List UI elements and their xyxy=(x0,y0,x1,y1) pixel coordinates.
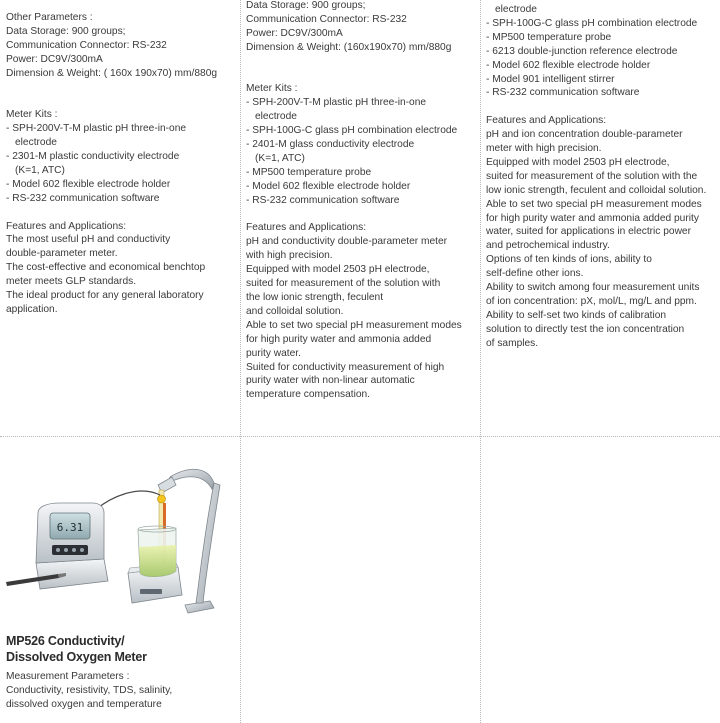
kit-item: - 2301-M plastic conductivity electrode xyxy=(6,151,180,163)
kit-item: - RS-232 communication software xyxy=(6,192,160,204)
kit-item: - SPH-200V-T-M plastic pH three-in-one xyxy=(246,97,427,109)
measurement-line: Conductivity, resistivity, TDS, salinity, xyxy=(6,684,173,696)
features-heading: Features and Applications: xyxy=(486,115,607,127)
features-heading: Features and Applications: xyxy=(246,222,367,234)
kit-item: - Model 602 flexible electrode holder xyxy=(6,178,171,190)
product-title-line: MP526 Conductivity/ xyxy=(6,634,125,648)
spec-line: Dimension & Weight: (160x190x70) mm/880g xyxy=(246,41,452,53)
feature-line: Equipped with model 2503 pH electrode, xyxy=(246,264,430,276)
kit-item: electrode xyxy=(495,4,537,15)
feature-line: suited for measurement of the solution with xyxy=(246,278,441,290)
kit-item: - 6213 double-junction reference electrode xyxy=(486,45,678,57)
kit-item: - Model 602 flexible electrode holder xyxy=(246,180,411,192)
feature-line: meter with high precision. xyxy=(486,143,602,155)
feature-line: Suited for conductivity measurement of high xyxy=(246,361,445,373)
kit-item: - SPH-100G-C glass pH combination electrode xyxy=(246,125,458,137)
column-1 xyxy=(6,11,217,317)
feature-line: of samples. xyxy=(486,337,539,349)
row-divider xyxy=(0,436,720,437)
feature-line: water, suited for applications in electric power xyxy=(486,226,691,238)
feature-line: low ionic strength, feculent and colloidal solution. xyxy=(486,184,707,196)
feature-line: for high purity water and ammonia added purity xyxy=(486,212,699,224)
feature-line: and colloidal solution. xyxy=(246,305,344,317)
spec-line: Data Storage: 900 groups; xyxy=(6,25,126,37)
other-parameters-heading: Other Parameters : xyxy=(6,12,93,23)
feature-line: The ideal product for any general laboratory xyxy=(6,290,204,302)
kit-item: - SPH-200V-T-M plastic pH three-in-one xyxy=(6,123,187,135)
kit-item: - RS-232 communication software xyxy=(246,194,400,206)
product-photo xyxy=(0,455,240,625)
kit-item: electrode xyxy=(15,137,57,149)
column-2 xyxy=(246,0,462,402)
measurement-parameters xyxy=(6,670,172,712)
spec-line: Communication Connector: RS-232 xyxy=(246,13,407,25)
feature-line: purity water. xyxy=(246,347,301,359)
spec-line: Communication Connector: RS-232 xyxy=(6,39,167,51)
feature-line: and petrochemical industry. xyxy=(486,240,610,252)
feature-line: Able to set two special pH measurement modes xyxy=(246,319,462,331)
measurement-heading: Measurement Parameters : xyxy=(6,671,130,682)
feature-line: self-define other ions. xyxy=(486,268,584,280)
feature-line: application. xyxy=(6,304,58,315)
feature-line: Ability to self-set two kinds of calibration xyxy=(486,309,667,321)
kit-item: (K=1, ATC) xyxy=(255,152,305,164)
feature-line: for high purity water and ammonia added xyxy=(246,333,432,345)
feature-line: The cost-effective and economical benchtop xyxy=(6,262,206,274)
kit-item: - MP500 temperature probe xyxy=(486,31,612,43)
feature-line: purity water with non-linear automatic xyxy=(246,375,415,387)
spec-line: Power: DC9V/300mA xyxy=(6,53,103,65)
column-3 xyxy=(486,3,706,351)
kit-item: - RS-232 communication software xyxy=(486,87,640,99)
kit-item: - 2401-M glass conductivity electrode xyxy=(246,139,415,151)
kit-item: (K=1, ATC) xyxy=(15,164,65,176)
feature-line: pH and ion concentration double-parameter xyxy=(486,129,683,141)
feature-line: with high precision. xyxy=(246,250,333,262)
meter-kits-heading: Meter Kits : xyxy=(246,83,298,95)
kit-item: - MP500 temperature probe xyxy=(246,166,372,178)
feature-line: The most useful pH and conductivity xyxy=(6,234,171,246)
feature-line: of ion concentration: pX, mol/L, mg/L and ppm. xyxy=(486,296,697,308)
meter-display-value: 6.31 xyxy=(56,521,84,534)
product-title-line: Dissolved Oxygen Meter xyxy=(6,650,147,664)
kit-item: - Model 602 flexible electrode holder xyxy=(486,59,651,71)
kit-item: - SPH-100G-C glass pH combination electrode xyxy=(486,17,698,29)
spec-line: Dimension & Weight: ( 160x 190x70) mm/880g xyxy=(6,67,218,79)
feature-line: temperature compensation. xyxy=(246,389,371,401)
spec-line: Data Storage: 900 groups; xyxy=(246,0,366,11)
feature-line: meter meets GLP standards. xyxy=(6,276,137,288)
product-title xyxy=(6,633,147,665)
kit-item: electrode xyxy=(255,111,297,123)
column-divider xyxy=(480,0,481,723)
feature-line: Ability to switch among four measurement units xyxy=(486,282,700,294)
feature-line: Options of ten kinds of ions, ability to xyxy=(486,254,652,266)
beaker xyxy=(138,526,176,577)
kit-item: - Model 901 intelligent stirrer xyxy=(486,73,615,85)
feature-line: Able to set two special pH measurement modes xyxy=(486,198,702,210)
meter-kits-heading: Meter Kits : xyxy=(6,109,58,121)
spec-line: Power: DC9V/300mA xyxy=(246,27,343,39)
feature-line: solution to directly test the ion concentration xyxy=(486,323,685,335)
feature-line: Equipped with model 2503 pH electrode, xyxy=(486,156,670,168)
measurement-line: dissolved oxygen and temperature xyxy=(6,698,162,710)
feature-line: the low ionic strength, feculent xyxy=(246,292,384,303)
column-divider xyxy=(240,0,241,723)
feature-line: double-parameter meter. xyxy=(6,248,118,260)
features-heading: Features and Applications: xyxy=(6,220,127,232)
feature-line: pH and conductivity double-parameter meter xyxy=(246,236,448,248)
feature-line: suited for measurement of the solution with the xyxy=(486,170,698,182)
